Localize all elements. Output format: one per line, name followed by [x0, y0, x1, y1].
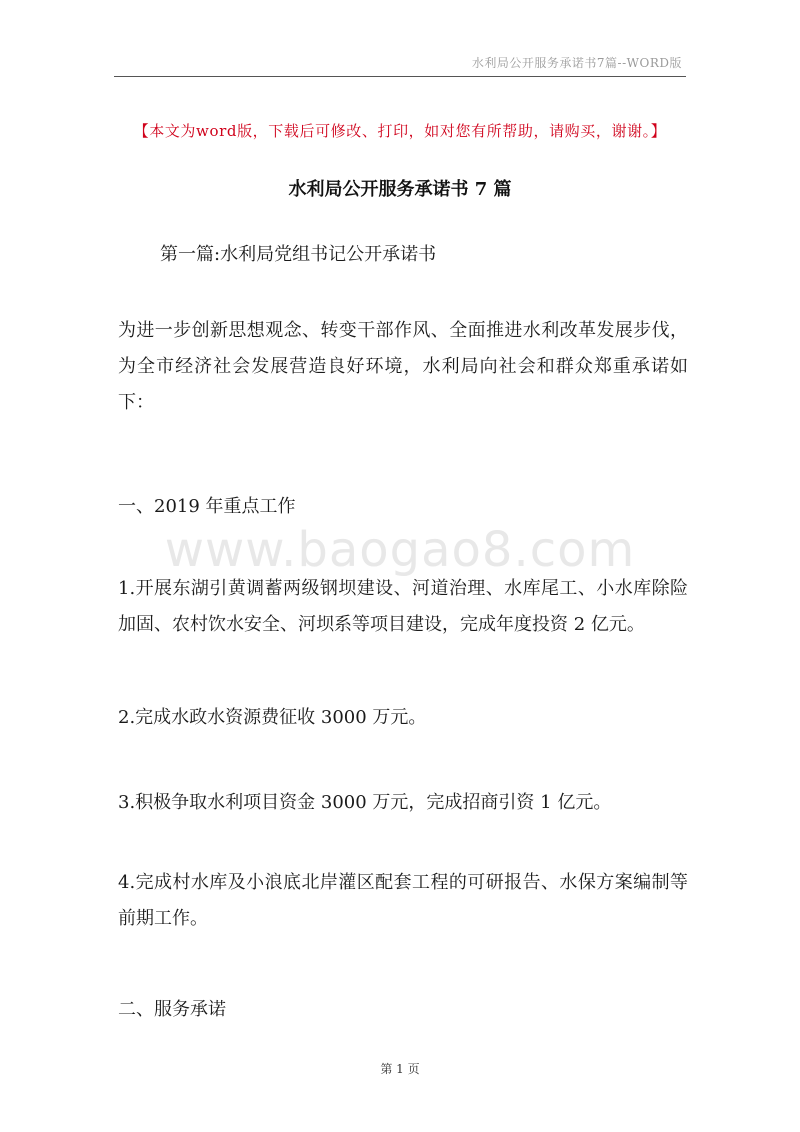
list-item: 3.积极争取水利项目资金 3000 万元，完成招商引资 1 亿元。	[118, 792, 612, 813]
purchase-notice: 【本文为word版，下载后可修改、打印，如对您有所帮助，请购买，谢谢。】	[133, 122, 667, 140]
watermark-text: www.baogao8.com	[164, 522, 636, 578]
header-divider	[114, 76, 686, 77]
page-number: 第 1 页	[380, 1062, 420, 1076]
section-two-heading: 二、服务承诺	[118, 999, 226, 1020]
list-item: 1.开展东湖引黄调蓄两级钢坝建设、河道治理、水库尾工、小水库除险加固、农村饮水安全、河坝系等项目建设，完成年度投资 2 亿元。	[118, 578, 688, 635]
running-header: 水利局公开服务承诺书7篇--WORD版	[471, 56, 682, 70]
document-title: 水利局公开服务承诺书 7 篇	[288, 179, 512, 200]
chapter-heading: 第一篇:水利局党组书记公开承诺书	[160, 244, 437, 265]
intro-paragraph: 为进一步创新思想观念、转变干部作风、全面推进水利改革发展步伐，为全市经济社会发展营造良好环境，水利局向社会和群众郑重承诺如下：	[118, 320, 688, 413]
list-item: 4.完成村水库及小浪底北岸灌区配套工程的可研报告、水保方案编制等前期工作。	[118, 872, 688, 929]
list-item: 2.完成水政水资源费征收 3000 万元。	[118, 707, 427, 728]
section-one-heading: 一、2019 年重点工作	[118, 496, 296, 517]
